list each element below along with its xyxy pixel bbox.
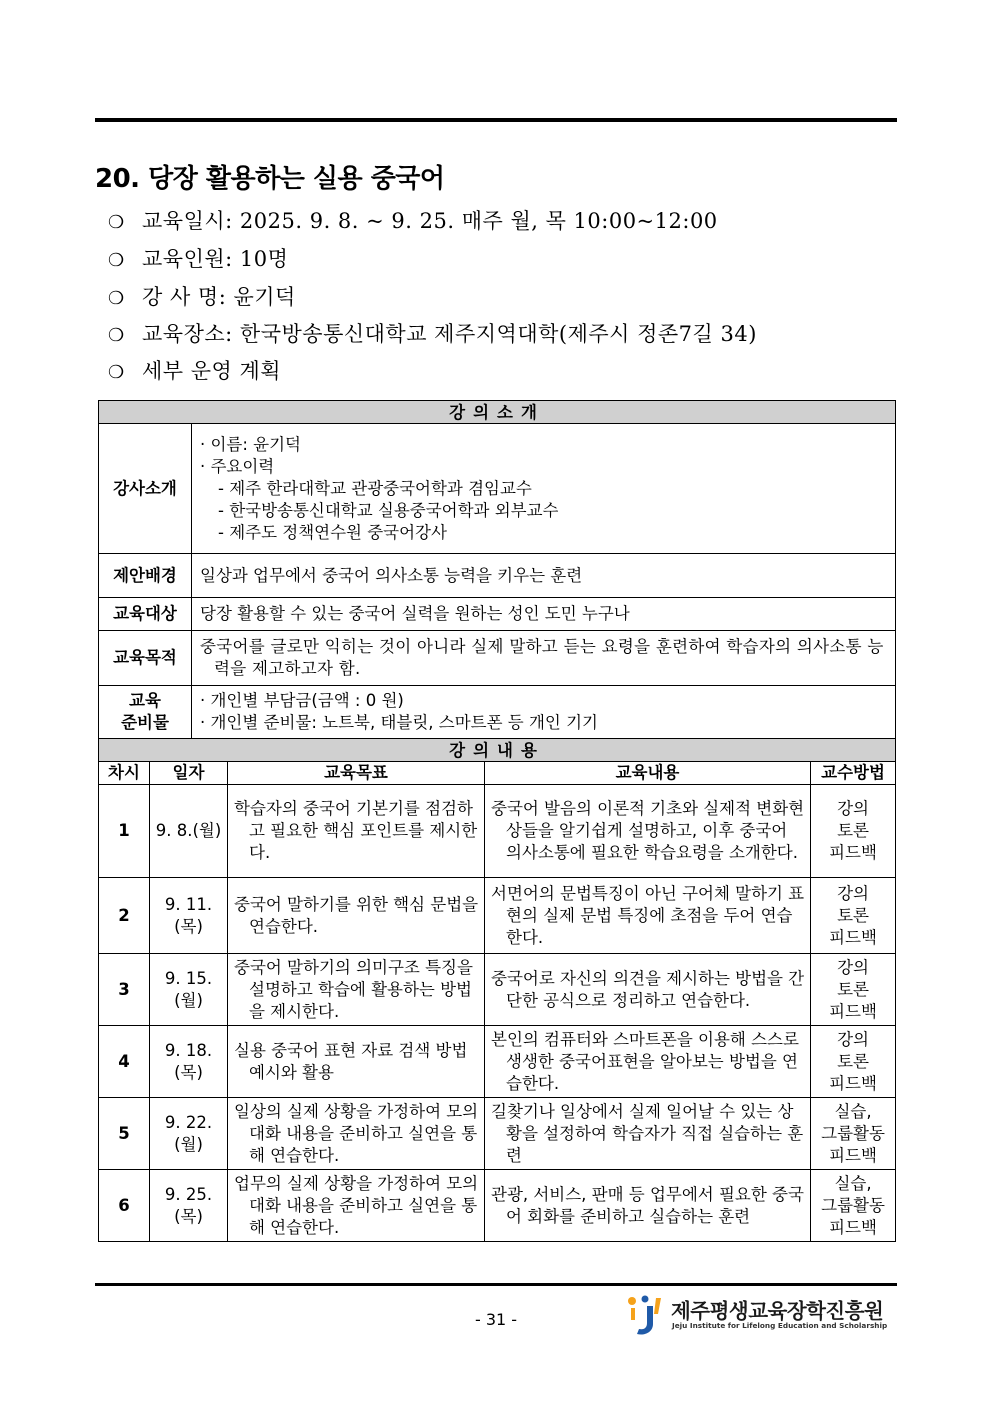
- content-section-header: 강의내용: [99, 739, 896, 762]
- method-line: 그룹활동: [821, 1195, 885, 1215]
- prep-line: · 개인별 준비물: 노트북, 태블릿, 스마트폰 등 개인 기기: [200, 713, 598, 732]
- method-line: 강의: [837, 957, 869, 977]
- row-date: 9. 25.(목): [150, 1170, 228, 1242]
- instructor-line: - 제주도 정책연수원 중국어강사: [218, 522, 447, 542]
- method-line: 토론: [837, 1051, 869, 1071]
- row-content-text: 길찾기나 일상에서 실제 일어날 수 있는 상황을 설정하여 학습자가 직접 실습하는 훈련: [491, 1101, 804, 1165]
- prep-label-line: 교육: [129, 691, 161, 710]
- table-row: [99, 1170, 896, 1242]
- method-line: 강의: [837, 1029, 869, 1049]
- row-number: 1: [99, 785, 150, 878]
- prep-label-line: 준비물: [121, 713, 169, 732]
- column-header: 일자: [150, 762, 228, 785]
- row-number: 5: [99, 1098, 150, 1170]
- info-value: 10명: [239, 247, 289, 271]
- instructor-label: 강사소개: [99, 424, 192, 554]
- row-goal: [228, 1026, 485, 1098]
- row-goal-text: 중국어 말하기의 의미구조 특징을 설명하고 학습에 활용하는 방법을 제시한다.: [234, 957, 473, 1021]
- row-content: [485, 785, 811, 878]
- row-goal-text: 학습자의 중국어 기본기를 점검하고 필요한 핵심 포인트를 제시한다.: [234, 799, 478, 862]
- row-content-text: 관광, 서비스, 판매 등 업무에서 필요한 중국어 회화를 준비하고 실습하는 훈련: [491, 1184, 804, 1226]
- row-goal: [228, 954, 485, 1026]
- circle-bullet-icon: ❍: [108, 325, 125, 346]
- row-method: [811, 954, 896, 1026]
- row-content-text: 서면어의 문법특징이 아닌 구어체 말하기 표현의 실제 문법 특징에 초점을 두어 연습한다.: [491, 883, 805, 947]
- circle-bullet-icon: ❍: [108, 288, 125, 309]
- row-content: [485, 878, 811, 954]
- row-number: 3: [99, 954, 150, 1026]
- method-line: 피드백: [829, 1073, 877, 1093]
- instructor-line: - 제주 한라대학교 관광중국어학과 겸임교수: [218, 478, 532, 498]
- row-content: [485, 1170, 811, 1242]
- target-label: 교육대상: [99, 598, 192, 631]
- circle-bullet-icon: ❍: [108, 212, 125, 233]
- row-goal: [228, 1098, 485, 1170]
- organization-logo: [625, 1292, 895, 1340]
- column-header: 교수방법: [811, 762, 896, 785]
- jeju-institute-logo-icon: [625, 1294, 665, 1338]
- method-line: 실습,: [834, 1173, 872, 1193]
- row-goal-text: 업무의 실제 상황을 가정하여 모의 대화 내용을 준비하고 실연을 통해 연습한다.: [234, 1173, 479, 1237]
- organization-name: 제주평생교육장학진흥원: [671, 1299, 884, 1323]
- row-goal-text: 일상의 실제 상황을 가정하여 모의 대화 내용을 준비하고 실연을 통해 연습한다.: [234, 1101, 479, 1165]
- info-item-schedule: ❍ 교육일시: 2025. 9. 8. ~ 9. 25. 매주 월, 목 10:00~12:00: [108, 209, 718, 233]
- row-content-text: 중국어로 자신의 의견을 제시하는 방법을 간단한 공식으로 정리하고 연습한다.: [491, 968, 805, 1010]
- instructor-line: - 한국방송통신대학교 실용중국어학과 외부교수: [218, 500, 559, 520]
- method-line: 토론: [837, 821, 869, 840]
- row-content-text: 중국어 발음의 이론적 기초와 실제적 변화현상들을 알기쉽게 설명하고, 이후 중국어 의사소통에 필요한 학습요령을 소개한다.: [491, 799, 805, 862]
- row-goal: [228, 1170, 485, 1242]
- row-number: 2: [99, 878, 150, 954]
- row-goal-text: 중국어 말하기를 위한 핵심 문법을 연습한다.: [234, 894, 479, 936]
- top-rule: [95, 118, 897, 122]
- column-header: 교육내용: [485, 762, 811, 785]
- method-line: 피드백: [829, 1001, 877, 1021]
- instructor-content: [192, 424, 896, 554]
- course-plan-table: [98, 400, 896, 1242]
- row-content: [485, 954, 811, 1026]
- info-item-capacity: ❍ 교육인원: 10명: [108, 247, 289, 271]
- table-row: [99, 1098, 896, 1170]
- info-label: 세부 운영 계획: [142, 359, 282, 383]
- table-row: [99, 785, 896, 878]
- prep-content: [192, 686, 896, 739]
- instructor-line: · 이름: 윤기덕: [200, 434, 301, 454]
- row-content-text: 본인의 컴퓨터와 스마트폰을 이용해 스스로 생생한 중국어표현을 알아보는 방법을 연습한다.: [491, 1029, 799, 1093]
- info-value: 윤기덕: [233, 285, 296, 309]
- intro-section-header: 강의소개: [99, 401, 896, 424]
- method-line: 피드백: [829, 927, 877, 947]
- info-item-location: ❍ 교육장소: 한국방송통신대학교 제주지역대학(제주시 정존7길 34): [108, 322, 757, 346]
- method-line: 강의: [837, 799, 869, 818]
- table-row: [99, 954, 896, 1026]
- table-row: [99, 1026, 896, 1098]
- row-content: [485, 1026, 811, 1098]
- row-date: 9. 15.(월): [150, 954, 228, 1026]
- row-date: 9. 8.(월): [150, 785, 228, 878]
- organization-name-en: Jeju Institute for Lifelong Education and Scholarship: [672, 1321, 888, 1330]
- method-line: 피드백: [829, 1145, 877, 1165]
- row-goal-text: 실용 중국어 표현 자료 검색 방법 예시와 활용: [234, 1040, 468, 1082]
- row-date: 9. 22.(월): [150, 1098, 228, 1170]
- method-line: 피드백: [829, 843, 877, 862]
- purpose-text: 중국어를 글로만 익히는 것이 아니라 실제 말하고 듣는 요령을 훈련하여 학습자의 의사소통 능력을 제고하고자 함.: [200, 637, 884, 678]
- method-line: 피드백: [829, 1217, 877, 1237]
- column-header: 차시: [99, 762, 150, 785]
- row-number: 6: [99, 1170, 150, 1242]
- row-method: [811, 785, 896, 878]
- page-title: 20. 당장 활용하는 실용 중국어: [95, 164, 445, 194]
- info-value: 2025. 9. 8. ~ 9. 25. 매주 월, 목 10:00~12:00: [239, 209, 718, 233]
- table-row: [99, 878, 896, 954]
- info-item-plan: [108, 355, 281, 385]
- row-method: [811, 878, 896, 954]
- info-label: 교육일시: [142, 209, 226, 233]
- circle-bullet-icon: ❍: [108, 250, 125, 271]
- row-content: [485, 1098, 811, 1170]
- row-date: 9. 11.(목): [150, 878, 228, 954]
- prep-label: [99, 686, 192, 739]
- info-label: 교육장소: [142, 322, 226, 346]
- info-label: 교육인원: [142, 247, 226, 271]
- purpose-value: [192, 631, 896, 686]
- page-number: - 31 -: [474, 1310, 518, 1329]
- method-line: 토론: [837, 979, 869, 999]
- row-goal: [228, 878, 485, 954]
- method-line: 토론: [837, 905, 869, 925]
- row-goal: [228, 785, 485, 878]
- method-line: 실습,: [834, 1101, 872, 1121]
- instructor-line: · 주요이력: [200, 456, 275, 476]
- background-value: 일상과 업무에서 중국어 의사소통 능력을 키우는 훈련: [192, 554, 896, 598]
- row-method: [811, 1098, 896, 1170]
- info-value: 한국방송통신대학교 제주지역대학(제주시 정존7길 34): [239, 322, 757, 346]
- background-label: 제안배경: [99, 554, 192, 598]
- prep-line: · 개인별 부담금(금액 : 0 원): [200, 691, 404, 710]
- column-header: 교육목표: [228, 762, 485, 785]
- method-line: 그룹활동: [821, 1123, 885, 1143]
- row-date: 9. 18.(목): [150, 1026, 228, 1098]
- row-method: [811, 1170, 896, 1242]
- row-number: 4: [99, 1026, 150, 1098]
- target-value: 당장 활용할 수 있는 중국어 실력을 원하는 성인 도민 누구나: [192, 598, 896, 631]
- purpose-label: 교육목적: [99, 631, 192, 686]
- row-method: [811, 1026, 896, 1098]
- info-label: 강 사 명: [142, 285, 219, 309]
- method-line: 강의: [837, 883, 869, 903]
- bottom-rule: [95, 1283, 897, 1286]
- info-item-instructor: ❍ 강 사 명: 윤기덕: [108, 285, 296, 309]
- circle-bullet-icon: ❍: [108, 362, 125, 383]
